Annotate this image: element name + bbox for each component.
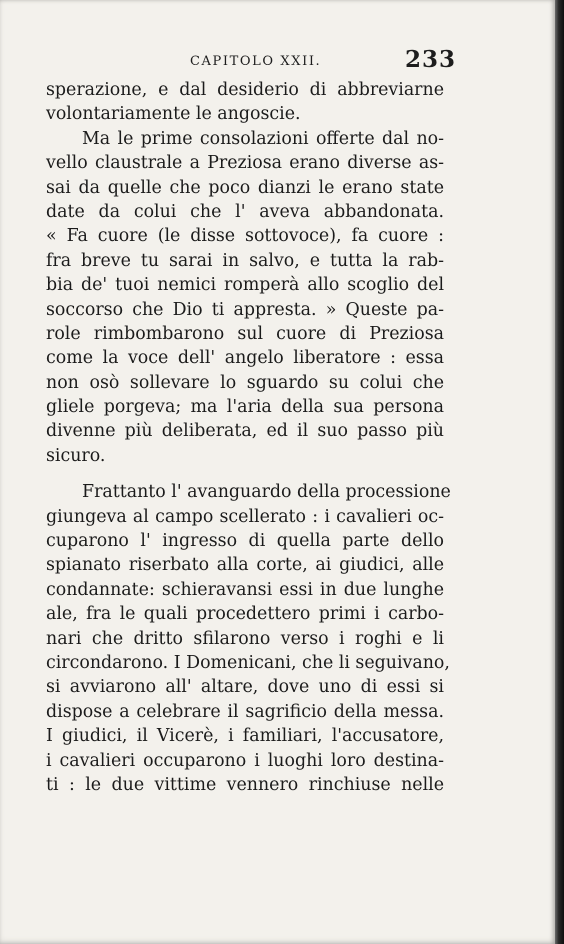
page-number: 233 (404, 46, 456, 73)
text-line: cuparono l' ingresso di quella parte dello (46, 531, 444, 552)
text-line: vello claustrale a Preziosa erano diverse as- (46, 153, 444, 174)
text-line: Frattanto l' avanguardo della processione (82, 482, 451, 503)
text-line: volontariamente le angoscie. (46, 104, 301, 125)
text-line: « Fa cuore (le disse sottovoce), fa cuore : (46, 226, 444, 247)
text-line: soccorso che Dio ti appresta. » Queste pa- (46, 299, 444, 320)
body-text (46, 78, 451, 797)
page-header (190, 48, 456, 78)
text-line: role rimbombarono sul cuore di Preziosa (46, 323, 444, 344)
text-line: sperazione, e dal desiderio di abbreviarne (46, 80, 444, 100)
text-line: fra breve tu sarai in salvo, e tutta la rab- (46, 250, 444, 271)
text-line: si avviarono all' altare, dove uno di essi si (46, 677, 444, 698)
text-line: non osò sollevare lo sguardo su colui che (46, 372, 444, 393)
text-line: ale, fra le quali procedettero primi i carbo- (46, 604, 444, 625)
text-line: gliele porgeva; ma l'aria della sua persona (46, 397, 444, 418)
text-line: dispose a celebrare il sagrificio della messa. (46, 701, 444, 722)
text-line: circondarono. I Domenicani, che li seguivano, (46, 652, 450, 673)
text-line: bia de' tuoi nemici romperà allo scoglio del (46, 275, 444, 296)
text-line: I giudici, il Vicerè, i familiari, l'accusatore, (46, 726, 444, 747)
text-line: Ma le prime consolazioni offerte dal no- (82, 128, 444, 149)
text-line: spianato riserbato alla corte, ai giudici, alle (46, 555, 444, 576)
text-line: i cavalieri occuparono i luoghi loro destina- (46, 750, 444, 771)
text-line: sicuro. (46, 445, 106, 466)
chapter-heading: CAPITOLO XXII. (190, 54, 322, 69)
page-edge-shadow (555, 0, 564, 944)
text-line: giungeva al campo scellerato : i cavalieri oc- (46, 506, 444, 527)
text-line: nari che dritto sfilarono verso i roghi e li (46, 628, 444, 649)
text-line: divenne più deliberata, ed il suo passo più (46, 421, 444, 442)
text-line: ti : le due vittime vennero rinchiuse nelle (46, 774, 444, 795)
text-line: come la voce dell' angelo liberatore : essa (46, 348, 444, 369)
text-line: sai da quelle che poco dianzi le erano state (46, 177, 444, 198)
text-line: date da colui che l' aveva abbandonata. (46, 201, 444, 222)
text-line: condannate: schieravansi essi in due lunghe (46, 579, 444, 600)
